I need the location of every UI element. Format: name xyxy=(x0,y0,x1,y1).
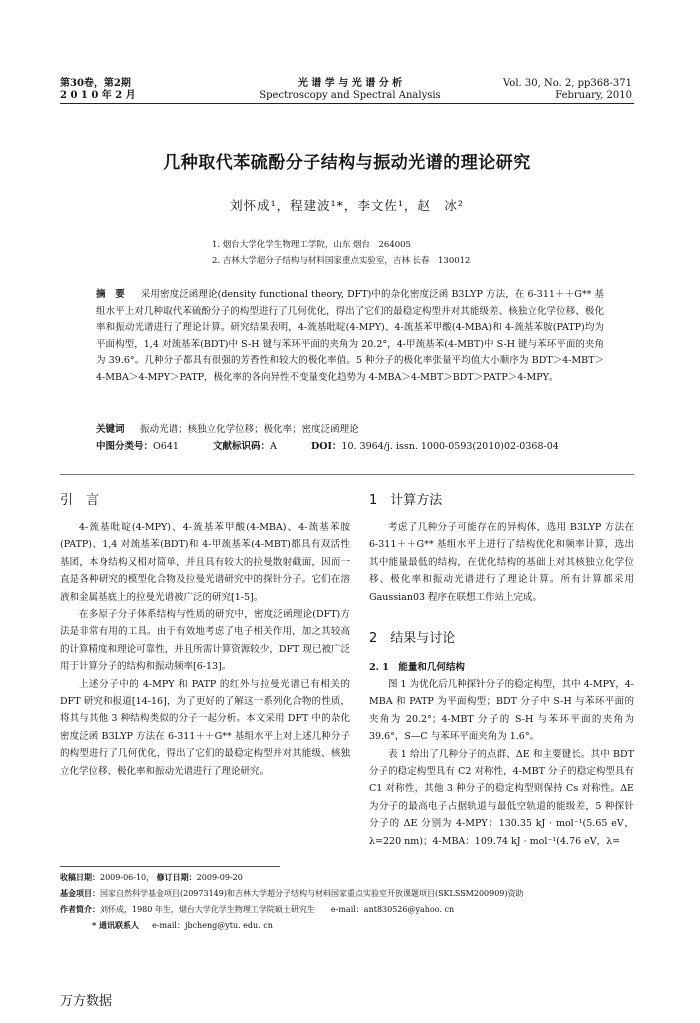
volume-cn: 第30卷，第2期 xyxy=(60,78,131,89)
intro-paragraph-1: 4-巯基吡啶(4-MPY)、4-巯基苯甲酸(4-MBA)、4-巯基苯胺(PATP)、1,4 对巯基苯(BDT)和 4-甲巯基苯(4-MBT)都具有双活性基团，本身结构又相对简单，并且具有较大的拉曼散射截面，因而一直是各种研究的模型化合物及拉曼光谱研究中的探针分子。它们在溶液和金属基底上的拉曼光谱被广泛的研究[1-5]。 xyxy=(60,522,350,603)
keywords xyxy=(96,423,604,437)
doc-code-value: A xyxy=(270,441,277,452)
abstract-label: 摘 要 xyxy=(96,289,125,300)
journal-name-en: Spectroscopy and Spectral Analysis xyxy=(259,90,441,101)
intro-body xyxy=(60,519,350,780)
corresponding-label: * 通讯联系人 xyxy=(92,920,139,930)
methods-body xyxy=(369,519,634,606)
corresponding-email: e-mail：jbcheng@ytu. edu. cn xyxy=(152,921,273,930)
bio-label: 作者简介： xyxy=(60,904,100,914)
fund-text: 国家自然科学基金项目(20973149)和吉林大学超分子结构与材料国家重点实验室开放课题项目(SKLSSM200909)资助 xyxy=(100,889,524,898)
affiliation-1: 1. 烟台大学化学生物理工学院，山东 烟台 264005 xyxy=(212,240,411,250)
footnote-corresponding xyxy=(92,918,634,933)
abstract-text: 采用密度泛函理论(density functional theory, DFT)中的杂化密度泛函 B3LYP 方法，在 6-311＋＋G** 基组水平上对几种取代苯硫酚分子的构型进行了几何优化，得出了它们的最稳定构型并对其能级差、核独立化学位移、极化率和振动光谱进行了理论计算。研究结果表明，4-巯基吡啶(4-MPY)、4-巯基苯甲酸(4-MBA)和 4-巯基苯胺(PATP)均为平面构型，1,4 对巯基苯(BDT)中 S-H 键与苯环平面的夹角为 20.2°，4-甲巯基苯(4-MBT)中 S-H 键与苯环平面的夹角为 39.6°。几种分子都具有很强的芳香性和较大的极化率值。5 种分子的极化率张量平均值大小顺序为 BDT＞4-MBT＞4-MBA＞4-MPY＞PATP，极化率的各向异性不变量变化趋势为 4-MBA＞4-MBT＞BDT＞PATP＞4-MPY。 xyxy=(96,289,604,383)
journal-name xyxy=(250,78,450,102)
intro-paragraph-3: 上述分子中的 4-MPY 和 PATP 的红外与拉曼光谱已有相关的 DFT 研究和报道[14-16]，为了更好的了解这一系列化合物的性质，将其与其他 3 种结构类似的分子一起分析。本文采用 DFT 中的杂化密度泛函 B3LYP 方法在 6-311＋＋G** 基组水平上对上述几种分子的构型进行了几何优化，得出了它们的最稳定构型并对其能级、核独立化学位移、极化率和振动光谱进行了理论研究。 xyxy=(60,678,350,777)
journal-issue-info xyxy=(60,78,136,102)
intro-heading: 引 言 xyxy=(60,493,100,508)
doi-value: 10. 3964/j. issn. 1000-0593(2010)02-0368-04 xyxy=(341,441,559,452)
methods-paragraph: 考虑了几种分子可能存在的异构体，选用 B3LYP 方法在 6-311＋＋G** 基组水平上进行了结构优化和频率计算，选出其中能量最低的结构，在优化结构的基础上对其核独立化学位移、极化率和振动光谱进行了理论计算。所有计算都采用 Gaussian03 程序在联想工作站上完成。 xyxy=(369,522,634,603)
journal-volume-en xyxy=(503,78,632,102)
doi-label: DOI： xyxy=(310,441,342,452)
subsection-2-1: 2. 1 能量和几何结构 xyxy=(369,662,465,673)
footnote-rule xyxy=(60,866,280,867)
journal-name-cn: 光 谱 学 与 光 谱 分 析 xyxy=(297,78,403,89)
keywords-label: 关键词 xyxy=(96,424,125,435)
received-label: 收稿日期： xyxy=(60,872,100,882)
date-en: February, 2010 xyxy=(555,90,632,101)
classification-line xyxy=(96,440,604,454)
affiliation-2: 2. 吉林大学超分子结构与材料国家重点实验室，吉林 长春 130012 xyxy=(212,256,471,266)
footnote-funding xyxy=(60,886,634,901)
abstract xyxy=(96,287,604,386)
revised-label: 修订日期： xyxy=(156,872,197,882)
section-divider xyxy=(60,474,634,475)
header-rule xyxy=(60,103,634,104)
results-heading: 2 结果与讨论 xyxy=(369,631,456,646)
revised-date: 2009-09-20 xyxy=(196,873,243,882)
doc-code-label: 文献标识码： xyxy=(213,441,271,452)
paper-title: 几种取代苯硫酚分子结构与振动光谱的理论研究 xyxy=(163,153,531,173)
keywords-text: 振动光谱；核独立化学位移；极化率；密度泛函理论 xyxy=(140,424,359,435)
watermark: 万方数据 xyxy=(60,994,113,1009)
received-date: 2009-06-10， xyxy=(100,873,155,882)
clc-label: 中图分类号： xyxy=(96,441,154,452)
results-paragraph-1: 图 1 为优化后几种探针分子的稳定构型，其中 4-MPY，4-MBA 和 PATP 为平面构型；BDT 分子中 S-H 与苯环平面的夹角为 20.2°；4-MBT 分子的 S-H 与苯环平面的夹角为 39.6°，S—C 与苯环平面夹角为 1.6°。 xyxy=(369,679,635,743)
results-paragraph-2: 表 1 给出了几种分子的点群、ΔE 和主要键长。其中 BDT 分子的稳定构型具有 C2 对称性，4-MBT 分子的稳定构型具有 C1 对称性，其他 3 种分子的稳定构型则保持 Cs 对称性。ΔE 为分子的最高电子占据轨道与最低空轨道的能级差，5 种探针分子的 ΔE 分别为 4-MPY：130.35 kJ · mol⁻¹(5.65 eV，λ=220 nm)；4-MBA：109.74 kJ · mol⁻¹(4.76 eV，λ= xyxy=(369,748,634,847)
intro-paragraph-2: 在多原子分子体系结构与性质的研究中，密度泛函理论(DFT)方法是非常有用的工具。由于有效地考虑了电子相关作用，加之其较高的计算精度和理论可靠性，并且所需计算资源较少，DFT 现已被广泛用于计算分子的结构和振动频率[6-13]。 xyxy=(60,609,350,673)
methods-heading: 1 计算方法 xyxy=(369,493,443,508)
results-body xyxy=(369,676,634,850)
bio-text: 刘怀成，1980 年生，烟台大学化学生物理工学院硕士研究生 e-mail：ant830526@yahoo. cn xyxy=(100,905,455,914)
footnote-author-bio xyxy=(60,902,634,917)
footnote-dates xyxy=(60,870,634,885)
volume-en: Vol. 30, No. 2, pp368-371 xyxy=(503,78,632,89)
date-cn: 2 0 1 0 年 2 月 xyxy=(60,90,136,101)
fund-label: 基金项目： xyxy=(60,888,100,898)
author-list: 刘怀成¹，程建波¹*，李文佐¹，赵 冰² xyxy=(230,198,464,213)
clc-value: O641 xyxy=(153,441,179,452)
